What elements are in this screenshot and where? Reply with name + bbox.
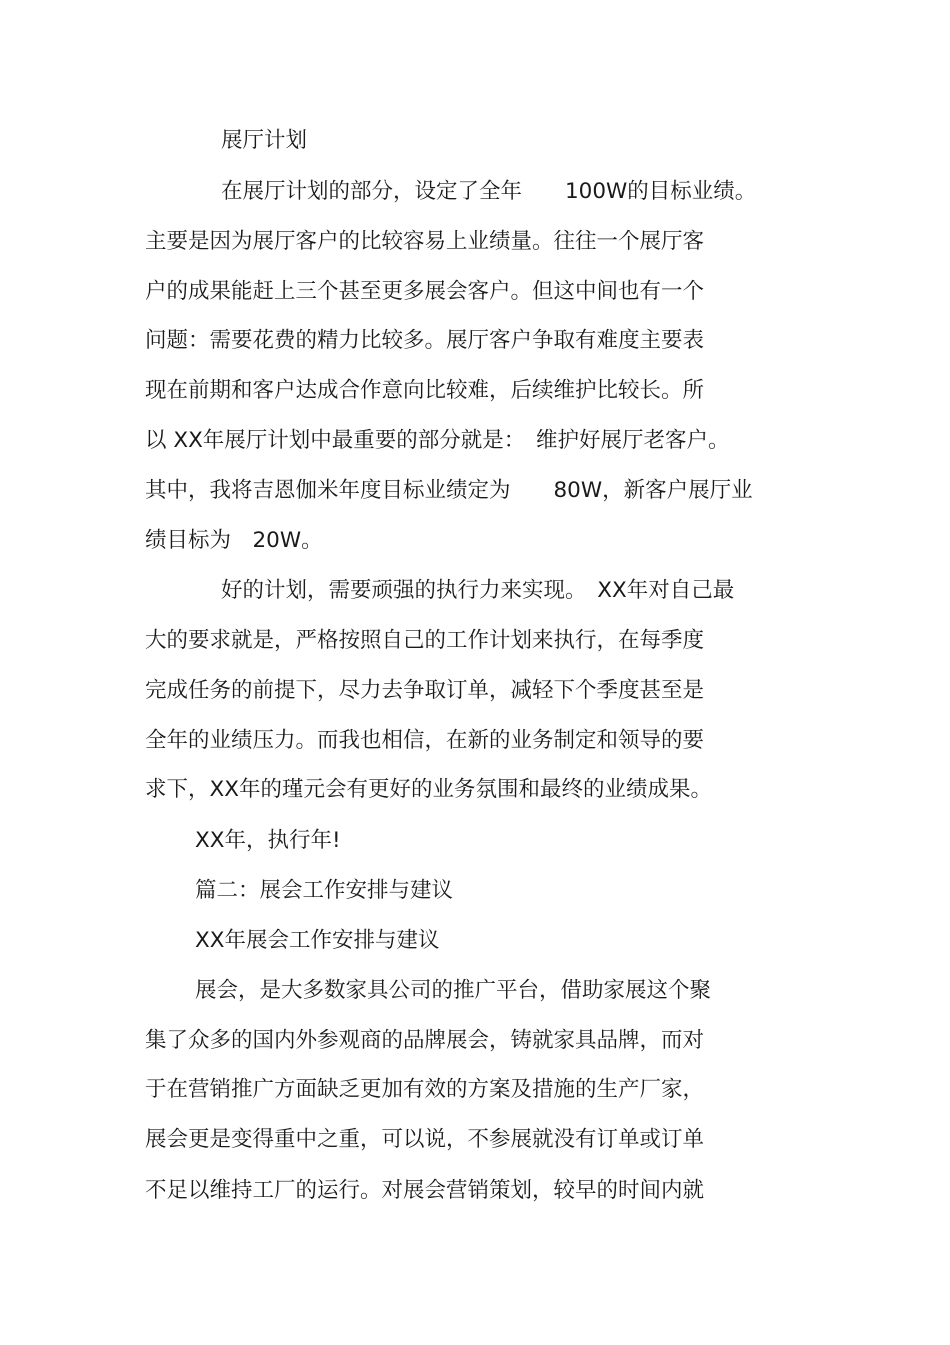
chapter-heading: 篇二：展会工作安排与建议 — [195, 878, 454, 903]
paragraph-line: 好的计划，需要顽强的执行力来实现。 XX年对自己最 — [221, 578, 735, 603]
paragraph-line: 现在前期和客户达成合作意向比较难，后续维护比较长。所 — [145, 378, 705, 403]
paragraph-line: 于在营销推广方面缺乏更加有效的方案及措施的生产厂家， — [145, 1077, 705, 1102]
paragraph-line: 大的要求就是，严格按照自己的工作计划来执行，在每季度 — [145, 628, 705, 653]
paragraph-line: 在展厅计划的部分，设定了全年 100W的目标业绩。 — [221, 179, 757, 204]
paragraph-line: 绩目标为 20W。 — [145, 528, 323, 553]
paragraph-line: 展会，是大多数家具公司的推广平台，借助家展这个聚 — [195, 978, 712, 1003]
section-heading: 展厅计划 — [221, 128, 308, 153]
document-title: XX年展会工作安排与建议 — [195, 928, 440, 953]
paragraph-line: 问题：需要花费的精力比较多。展厅客户争取有难度主要表 — [145, 328, 705, 353]
paragraph-line: 其中，我将吉恩伽米年度目标业绩定为 80W，新客户展厅业 — [145, 478, 753, 503]
paragraph-line: 求下，XX年的瑾元会有更好的业务氛围和最终的业绩成果。 — [145, 777, 712, 802]
paragraph-line: 户的成果能赶上三个甚至更多展会客户。但这中间也有一个 — [145, 279, 705, 304]
paragraph-line: 展会更是变得重中之重，可以说，不参展就没有订单或订单 — [145, 1127, 705, 1152]
slogan-line: XX年，执行年! — [195, 828, 341, 853]
paragraph-line: 全年的业绩压力。而我也相信，在新的业务制定和领导的要 — [145, 728, 705, 753]
paragraph-line: 完成任务的前提下，尽力去争取订单，减轻下个季度甚至是 — [145, 678, 705, 703]
paragraph-line: 不足以维持工厂的运行。对展会营销策划，较早的时间内就 — [145, 1178, 705, 1203]
paragraph-line: 集了众多的国内外参观商的品牌展会，铸就家具品牌，而对 — [145, 1028, 705, 1053]
paragraph-line: 主要是因为展厅客户的比较容易上业绩量。往往一个展厅客 — [145, 229, 705, 254]
paragraph-line: 以 XX年展厅计划中最重要的部分就是： 维护好展厅老客户。 — [145, 428, 730, 453]
